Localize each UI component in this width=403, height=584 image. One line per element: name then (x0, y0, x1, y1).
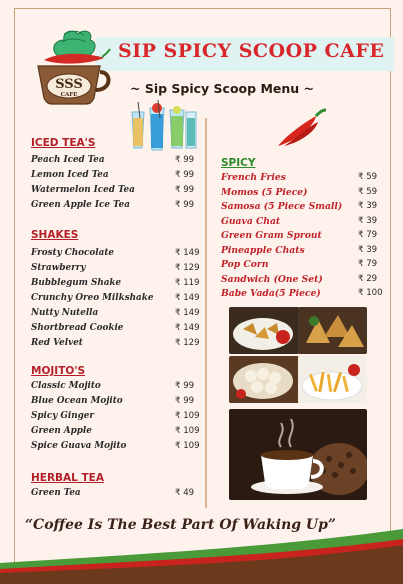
list-item: Green Gram Sprout ₹ 79 (221, 230, 378, 241)
list-item: Frosty Chocolate ₹ 149 (31, 248, 200, 258)
menu-title: ~ Sip Spicy Scoop Menu ~ (130, 81, 314, 96)
section-heading-herbal-tea: HERBAL TEA (31, 472, 104, 484)
list-item: Shortbread Cookie ₹ 149 (31, 323, 200, 333)
list-item: Spice Guava Mojito ₹ 109 (31, 441, 200, 451)
herbal-tea-list (31, 488, 201, 503)
column-divider (205, 118, 207, 508)
food-photo-momos (229, 356, 299, 403)
section-heading-spicy: SPICY (221, 157, 256, 169)
chilli-illustration (272, 106, 328, 150)
shakes-list (31, 248, 201, 353)
list-item: Nutty Nutella ₹ 149 (31, 308, 200, 318)
food-photo-samosa (298, 307, 367, 354)
list-item: Crunchy Oreo Milkshake ₹ 149 (31, 293, 200, 303)
list-item: Samosa (5 Piece Small) ₹ 39 (221, 201, 378, 212)
list-item: Momos (5 Piece) ₹ 59 (221, 186, 378, 198)
food-photo-fried-snacks (229, 307, 299, 354)
footer-quote: “Coffee Is The Best Part Of Waking Up” (25, 517, 336, 533)
list-item: Peach Iced Tea ₹ 99 (31, 155, 195, 165)
food-photo-french-fries (298, 356, 367, 403)
list-item: Classic Mojito ₹ 99 (31, 381, 195, 391)
list-item: Green Tea ₹ 49 (31, 488, 195, 498)
list-item: Red Velvet ₹ 129 (31, 338, 200, 348)
list-item: Green Apple Ice Tea ₹ 99 (31, 200, 195, 210)
list-item: Green Apple ₹ 109 (31, 426, 200, 436)
list-item: Sandwich (One Set) ₹ 29 (221, 273, 378, 285)
list-item: Pineapple Chats ₹ 39 (221, 244, 378, 256)
spicy-list (221, 172, 386, 303)
list-item: Bubblegum Shake ₹ 119 (31, 278, 200, 288)
list-item: Pop Corn ₹ 79 (221, 259, 378, 270)
logo-text: SSS (55, 77, 83, 92)
section-heading-shakes: SHAKES (31, 229, 79, 241)
list-item: Watermelon Iced Tea ₹ 99 (31, 185, 195, 195)
list-item: Spicy Ginger ₹ 109 (31, 411, 200, 421)
list-item: French Fries ₹ 59 (221, 172, 378, 183)
list-item: Lemon Iced Tea ₹ 99 (31, 170, 195, 180)
logo-subtext: CAFE (60, 92, 78, 98)
list-item: Babe Vada(5 Piece) ₹ 100 (221, 288, 383, 299)
section-heading-iced-tea: ICED TEA'S (31, 137, 96, 149)
list-item: Guava Chat ₹ 39 (221, 215, 378, 227)
list-item: Blue Ocean Mojito ₹ 99 (31, 396, 195, 406)
section-heading-mojitos: MOJITO'S (31, 365, 86, 377)
list-item: Strawberry ₹ 129 (31, 263, 200, 273)
cafe-name: SIP SPICY SCOOP CAFE (118, 40, 385, 62)
drinks-illustration (128, 98, 200, 154)
iced-tea-list (31, 155, 196, 215)
cafe-logo (28, 12, 120, 106)
coffee-photo (229, 409, 367, 500)
mojitos-list (31, 381, 201, 456)
